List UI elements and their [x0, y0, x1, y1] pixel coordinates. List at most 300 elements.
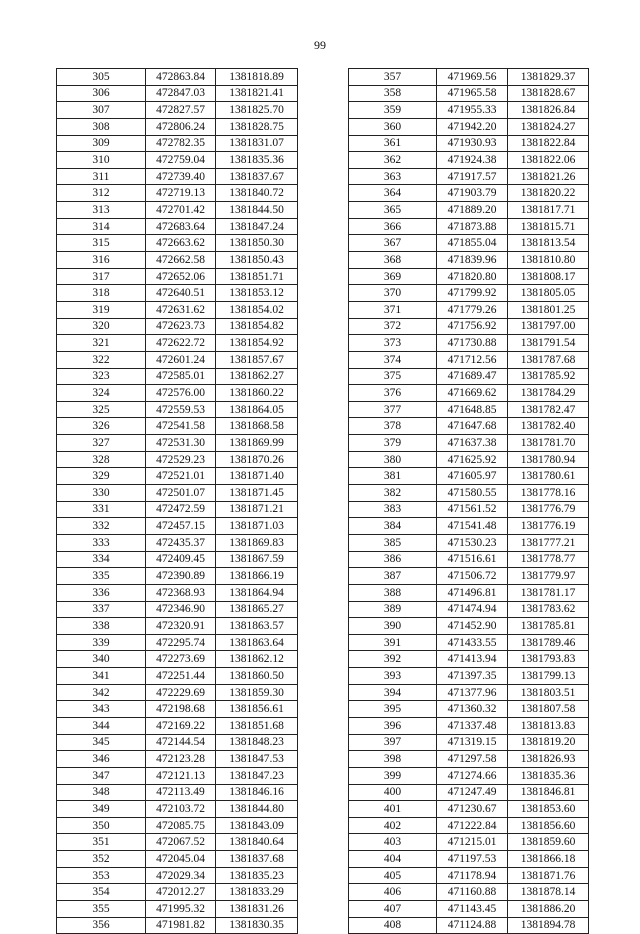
- table-row: [349, 518, 589, 535]
- x-coordinate-cell: 471637.38: [437, 435, 508, 452]
- x-coordinate-cell: 472012.27: [146, 884, 216, 901]
- x-coordinate-cell: 471981.82: [146, 917, 216, 934]
- table-row: [349, 102, 589, 119]
- x-coordinate-cell: 472529.23: [146, 451, 216, 468]
- table-row: [57, 118, 298, 135]
- x-coordinate-cell: 471474.94: [437, 601, 508, 618]
- point-number-cell: 321: [57, 335, 146, 352]
- table-row: [349, 817, 589, 834]
- table-row: [57, 385, 298, 402]
- y-coordinate-cell: 1381853.12: [216, 285, 298, 302]
- point-number-cell: 395: [349, 701, 437, 718]
- y-coordinate-cell: 1381871.21: [216, 501, 298, 518]
- table-row: [349, 901, 589, 918]
- y-coordinate-cell: 1381864.94: [216, 584, 298, 601]
- table-row: [349, 301, 589, 318]
- x-coordinate-cell: 472662.58: [146, 252, 216, 269]
- x-coordinate-cell: 471969.56: [437, 69, 508, 86]
- y-coordinate-cell: 1381840.64: [216, 834, 298, 851]
- x-coordinate-cell: 471625.92: [437, 451, 508, 468]
- point-number-cell: 379: [349, 435, 437, 452]
- point-number-cell: 382: [349, 485, 437, 502]
- x-coordinate-cell: 472652.06: [146, 268, 216, 285]
- point-number-cell: 371: [349, 301, 437, 318]
- point-number-cell: 337: [57, 601, 146, 618]
- table-row: [349, 185, 589, 202]
- x-coordinate-cell: 472683.64: [146, 218, 216, 235]
- y-coordinate-cell: 1381869.83: [216, 534, 298, 551]
- y-coordinate-cell: 1381846.16: [216, 784, 298, 801]
- point-number-cell: 305: [57, 69, 146, 86]
- point-number-cell: 398: [349, 751, 437, 768]
- x-coordinate-cell: 471730.88: [437, 335, 508, 352]
- y-coordinate-cell: 1381826.84: [508, 102, 589, 119]
- x-coordinate-cell: 472759.04: [146, 152, 216, 169]
- x-coordinate-cell: 471965.58: [437, 85, 508, 102]
- point-number-cell: 383: [349, 501, 437, 518]
- x-coordinate-cell: 471779.26: [437, 301, 508, 318]
- point-number-cell: 327: [57, 435, 146, 452]
- x-coordinate-cell: 471580.55: [437, 485, 508, 502]
- y-coordinate-cell: 1381894.78: [508, 917, 589, 934]
- point-number-cell: 399: [349, 767, 437, 784]
- table-row: [349, 668, 589, 685]
- x-coordinate-cell: 471516.61: [437, 551, 508, 568]
- x-coordinate-cell: 471215.01: [437, 834, 508, 851]
- table-row: [57, 485, 298, 502]
- x-coordinate-cell: 472346.90: [146, 601, 216, 618]
- point-number-cell: 391: [349, 634, 437, 651]
- x-coordinate-cell: 472409.45: [146, 551, 216, 568]
- x-coordinate-cell: 472631.62: [146, 301, 216, 318]
- y-coordinate-cell: 1381778.16: [508, 485, 589, 502]
- point-number-cell: 394: [349, 684, 437, 701]
- point-number-cell: 332: [57, 518, 146, 535]
- x-coordinate-cell: 472251.44: [146, 668, 216, 685]
- table-row: [349, 684, 589, 701]
- point-number-cell: 310: [57, 152, 146, 169]
- point-number-cell: 328: [57, 451, 146, 468]
- table-row: [349, 717, 589, 734]
- table-row: [57, 717, 298, 734]
- table-row: [349, 618, 589, 635]
- x-coordinate-cell: 471530.23: [437, 534, 508, 551]
- table-row: [57, 534, 298, 551]
- point-number-cell: 350: [57, 817, 146, 834]
- x-coordinate-cell: 472663.62: [146, 235, 216, 252]
- point-number-cell: 390: [349, 618, 437, 635]
- table-row: [349, 784, 589, 801]
- point-number-cell: 306: [57, 85, 146, 102]
- point-number-cell: 392: [349, 651, 437, 668]
- x-coordinate-cell: 472719.13: [146, 185, 216, 202]
- point-number-cell: 323: [57, 368, 146, 385]
- y-coordinate-cell: 1381851.71: [216, 268, 298, 285]
- y-coordinate-cell: 1381776.79: [508, 501, 589, 518]
- table-row: [349, 501, 589, 518]
- x-coordinate-cell: 471274.66: [437, 767, 508, 784]
- x-coordinate-cell: 472169.22: [146, 717, 216, 734]
- y-coordinate-cell: 1381815.71: [508, 218, 589, 235]
- table-row: [349, 568, 589, 585]
- table-row: [349, 917, 589, 934]
- x-coordinate-cell: 471541.48: [437, 518, 508, 535]
- point-number-cell: 331: [57, 501, 146, 518]
- y-coordinate-cell: 1381784.29: [508, 385, 589, 402]
- y-coordinate-cell: 1381837.68: [216, 851, 298, 868]
- x-coordinate-cell: 472435.37: [146, 534, 216, 551]
- table-row: [349, 601, 589, 618]
- table-row: [349, 368, 589, 385]
- x-coordinate-cell: 472541.58: [146, 418, 216, 435]
- table-row: [349, 834, 589, 851]
- x-coordinate-cell: 471839.96: [437, 252, 508, 269]
- y-coordinate-cell: 1381821.41: [216, 85, 298, 102]
- y-coordinate-cell: 1381776.19: [508, 518, 589, 535]
- point-number-cell: 334: [57, 551, 146, 568]
- x-coordinate-cell: 472295.74: [146, 634, 216, 651]
- point-number-cell: 320: [57, 318, 146, 335]
- y-coordinate-cell: 1381828.75: [216, 118, 298, 135]
- y-coordinate-cell: 1381850.30: [216, 235, 298, 252]
- x-coordinate-cell: 471319.15: [437, 734, 508, 751]
- table-row: [349, 551, 589, 568]
- y-coordinate-cell: 1381871.40: [216, 468, 298, 485]
- table-row: [349, 867, 589, 884]
- point-number-cell: 364: [349, 185, 437, 202]
- point-number-cell: 360: [349, 118, 437, 135]
- table-row: [349, 851, 589, 868]
- x-coordinate-cell: 471230.67: [437, 801, 508, 818]
- x-coordinate-cell: 471452.90: [437, 618, 508, 635]
- point-number-cell: 407: [349, 901, 437, 918]
- x-coordinate-cell: 472113.49: [146, 784, 216, 801]
- y-coordinate-cell: 1381843.09: [216, 817, 298, 834]
- x-coordinate-cell: 471799.92: [437, 285, 508, 302]
- point-number-cell: 374: [349, 351, 437, 368]
- y-coordinate-cell: 1381863.64: [216, 634, 298, 651]
- point-number-cell: 402: [349, 817, 437, 834]
- table-row: [349, 152, 589, 169]
- table-row: [57, 651, 298, 668]
- point-number-cell: 338: [57, 618, 146, 635]
- point-number-cell: 361: [349, 135, 437, 152]
- y-coordinate-cell: 1381778.77: [508, 551, 589, 568]
- x-coordinate-cell: 471647.68: [437, 418, 508, 435]
- table-row: [57, 218, 298, 235]
- y-coordinate-cell: 1381783.62: [508, 601, 589, 618]
- x-coordinate-cell: 471297.58: [437, 751, 508, 768]
- x-coordinate-cell: 471197.53: [437, 851, 508, 868]
- table-row: [349, 401, 589, 418]
- table-row: [349, 268, 589, 285]
- x-coordinate-cell: 472457.15: [146, 518, 216, 535]
- y-coordinate-cell: 1381835.36: [216, 152, 298, 169]
- x-coordinate-cell: 472501.07: [146, 485, 216, 502]
- y-coordinate-cell: 1381867.59: [216, 551, 298, 568]
- table-row: [57, 401, 298, 418]
- y-coordinate-cell: 1381780.61: [508, 468, 589, 485]
- y-coordinate-cell: 1381829.37: [508, 69, 589, 86]
- y-coordinate-cell: 1381820.22: [508, 185, 589, 202]
- point-number-cell: 400: [349, 784, 437, 801]
- point-number-cell: 313: [57, 202, 146, 219]
- x-coordinate-cell: 472531.30: [146, 435, 216, 452]
- table-row: [57, 817, 298, 834]
- y-coordinate-cell: 1381831.07: [216, 135, 298, 152]
- y-coordinate-cell: 1381886.20: [508, 901, 589, 918]
- x-coordinate-cell: 472273.69: [146, 651, 216, 668]
- y-coordinate-cell: 1381835.36: [508, 767, 589, 784]
- table-row: [57, 867, 298, 884]
- y-coordinate-cell: 1381848.23: [216, 734, 298, 751]
- point-number-cell: 369: [349, 268, 437, 285]
- x-coordinate-cell: 471222.84: [437, 817, 508, 834]
- table-row: [57, 435, 298, 452]
- point-number-cell: 378: [349, 418, 437, 435]
- y-coordinate-cell: 1381825.70: [216, 102, 298, 119]
- y-coordinate-cell: 1381878.14: [508, 884, 589, 901]
- y-coordinate-cell: 1381781.70: [508, 435, 589, 452]
- point-number-cell: 387: [349, 568, 437, 585]
- point-number-cell: 375: [349, 368, 437, 385]
- table-row: [57, 834, 298, 851]
- x-coordinate-cell: 472085.75: [146, 817, 216, 834]
- y-coordinate-cell: 1381813.54: [508, 235, 589, 252]
- y-coordinate-cell: 1381817.71: [508, 202, 589, 219]
- table-row: [57, 668, 298, 685]
- point-number-cell: 385: [349, 534, 437, 551]
- table-row: [349, 168, 589, 185]
- point-number-cell: 380: [349, 451, 437, 468]
- x-coordinate-cell: 472121.13: [146, 767, 216, 784]
- table-row: [349, 118, 589, 135]
- y-coordinate-cell: 1381807.58: [508, 701, 589, 718]
- table-row: [57, 152, 298, 169]
- point-number-cell: 311: [57, 168, 146, 185]
- y-coordinate-cell: 1381793.83: [508, 651, 589, 668]
- point-number-cell: 335: [57, 568, 146, 585]
- y-coordinate-cell: 1381810.80: [508, 252, 589, 269]
- coordinates-table-left: [56, 68, 298, 934]
- table-row: [57, 202, 298, 219]
- x-coordinate-cell: 471756.92: [437, 318, 508, 335]
- point-number-cell: 329: [57, 468, 146, 485]
- point-number-cell: 330: [57, 485, 146, 502]
- y-coordinate-cell: 1381854.82: [216, 318, 298, 335]
- point-number-cell: 389: [349, 601, 437, 618]
- point-number-cell: 317: [57, 268, 146, 285]
- table-row: [349, 801, 589, 818]
- point-number-cell: 403: [349, 834, 437, 851]
- point-number-cell: 315: [57, 235, 146, 252]
- table-row: [57, 767, 298, 784]
- y-coordinate-cell: 1381862.27: [216, 368, 298, 385]
- x-coordinate-cell: 472623.73: [146, 318, 216, 335]
- table-row: [57, 252, 298, 269]
- y-coordinate-cell: 1381824.27: [508, 118, 589, 135]
- y-coordinate-cell: 1381813.83: [508, 717, 589, 734]
- y-coordinate-cell: 1381782.47: [508, 401, 589, 418]
- x-coordinate-cell: 471397.35: [437, 668, 508, 685]
- table-row: [57, 285, 298, 302]
- x-coordinate-cell: 472640.51: [146, 285, 216, 302]
- point-number-cell: 363: [349, 168, 437, 185]
- x-coordinate-cell: 472576.00: [146, 385, 216, 402]
- point-number-cell: 348: [57, 784, 146, 801]
- y-coordinate-cell: 1381850.43: [216, 252, 298, 269]
- point-number-cell: 351: [57, 834, 146, 851]
- y-coordinate-cell: 1381866.19: [216, 568, 298, 585]
- y-coordinate-cell: 1381847.53: [216, 751, 298, 768]
- point-number-cell: 346: [57, 751, 146, 768]
- table-row: [57, 185, 298, 202]
- y-coordinate-cell: 1381854.02: [216, 301, 298, 318]
- x-coordinate-cell: 471605.97: [437, 468, 508, 485]
- x-coordinate-cell: 472144.54: [146, 734, 216, 751]
- point-number-cell: 352: [57, 851, 146, 868]
- y-coordinate-cell: 1381785.92: [508, 368, 589, 385]
- x-coordinate-cell: 472368.93: [146, 584, 216, 601]
- point-number-cell: 319: [57, 301, 146, 318]
- x-coordinate-cell: 471855.04: [437, 235, 508, 252]
- y-coordinate-cell: 1381819.20: [508, 734, 589, 751]
- table-row: [57, 301, 298, 318]
- x-coordinate-cell: 471689.47: [437, 368, 508, 385]
- y-coordinate-cell: 1381844.50: [216, 202, 298, 219]
- y-coordinate-cell: 1381821.26: [508, 168, 589, 185]
- table-row: [57, 851, 298, 868]
- table-row: [57, 451, 298, 468]
- x-coordinate-cell: 471337.48: [437, 717, 508, 734]
- point-number-cell: 341: [57, 668, 146, 685]
- table-row: [57, 917, 298, 934]
- y-coordinate-cell: 1381779.97: [508, 568, 589, 585]
- x-coordinate-cell: 471247.49: [437, 784, 508, 801]
- point-number-cell: 353: [57, 867, 146, 884]
- y-coordinate-cell: 1381860.50: [216, 668, 298, 685]
- x-coordinate-cell: 471917.57: [437, 168, 508, 185]
- x-coordinate-cell: 471648.85: [437, 401, 508, 418]
- x-coordinate-cell: 471712.56: [437, 351, 508, 368]
- point-number-cell: 376: [349, 385, 437, 402]
- y-coordinate-cell: 1381871.76: [508, 867, 589, 884]
- x-coordinate-cell: 471124.88: [437, 917, 508, 934]
- y-coordinate-cell: 1381831.26: [216, 901, 298, 918]
- point-number-cell: 365: [349, 202, 437, 219]
- x-coordinate-cell: 471903.79: [437, 185, 508, 202]
- y-coordinate-cell: 1381856.60: [508, 817, 589, 834]
- point-number-cell: 326: [57, 418, 146, 435]
- table-row: [349, 634, 589, 651]
- x-coordinate-cell: 472045.04: [146, 851, 216, 868]
- table-row: [57, 618, 298, 635]
- point-number-cell: 404: [349, 851, 437, 868]
- y-coordinate-cell: 1381797.00: [508, 318, 589, 335]
- table-row: [349, 135, 589, 152]
- y-coordinate-cell: 1381847.24: [216, 218, 298, 235]
- x-coordinate-cell: 472701.42: [146, 202, 216, 219]
- x-coordinate-cell: 471160.88: [437, 884, 508, 901]
- table-row: [57, 584, 298, 601]
- point-number-cell: 356: [57, 917, 146, 934]
- point-number-cell: 309: [57, 135, 146, 152]
- y-coordinate-cell: 1381789.46: [508, 634, 589, 651]
- table-row: [349, 85, 589, 102]
- x-coordinate-cell: 472123.28: [146, 751, 216, 768]
- x-coordinate-cell: 472320.91: [146, 618, 216, 635]
- y-coordinate-cell: 1381780.94: [508, 451, 589, 468]
- y-coordinate-cell: 1381854.92: [216, 335, 298, 352]
- point-number-cell: 322: [57, 351, 146, 368]
- x-coordinate-cell: 472472.59: [146, 501, 216, 518]
- x-coordinate-cell: 472198.68: [146, 701, 216, 718]
- point-number-cell: 367: [349, 235, 437, 252]
- table-row: [349, 884, 589, 901]
- x-coordinate-cell: 471955.33: [437, 102, 508, 119]
- y-coordinate-cell: 1381822.84: [508, 135, 589, 152]
- x-coordinate-cell: 472585.01: [146, 368, 216, 385]
- y-coordinate-cell: 1381847.23: [216, 767, 298, 784]
- y-coordinate-cell: 1381853.60: [508, 801, 589, 818]
- y-coordinate-cell: 1381787.68: [508, 351, 589, 368]
- y-coordinate-cell: 1381859.60: [508, 834, 589, 851]
- table-row: [57, 85, 298, 102]
- table-row: [57, 901, 298, 918]
- x-coordinate-cell: 471413.94: [437, 651, 508, 668]
- point-number-cell: 355: [57, 901, 146, 918]
- table-row: [57, 701, 298, 718]
- point-number-cell: 349: [57, 801, 146, 818]
- table-row: [57, 684, 298, 701]
- point-number-cell: 368: [349, 252, 437, 269]
- point-number-cell: 307: [57, 102, 146, 119]
- table-row: [57, 135, 298, 152]
- y-coordinate-cell: 1381866.18: [508, 851, 589, 868]
- y-coordinate-cell: 1381868.58: [216, 418, 298, 435]
- table-row: [57, 501, 298, 518]
- table-row: [349, 418, 589, 435]
- point-number-cell: 345: [57, 734, 146, 751]
- table-row: [349, 235, 589, 252]
- point-number-cell: 372: [349, 318, 437, 335]
- point-number-cell: 318: [57, 285, 146, 302]
- table-row: [57, 734, 298, 751]
- table-row: [57, 418, 298, 435]
- x-coordinate-cell: 471889.20: [437, 202, 508, 219]
- x-coordinate-cell: 471942.20: [437, 118, 508, 135]
- page-number: 99: [314, 38, 326, 52]
- point-number-cell: 408: [349, 917, 437, 934]
- x-coordinate-cell: 472739.40: [146, 168, 216, 185]
- x-coordinate-cell: 471669.62: [437, 385, 508, 402]
- table-row: [57, 368, 298, 385]
- table-row: [57, 318, 298, 335]
- y-coordinate-cell: 1381822.06: [508, 152, 589, 169]
- y-coordinate-cell: 1381846.81: [508, 784, 589, 801]
- point-number-cell: 333: [57, 534, 146, 551]
- x-coordinate-cell: 472622.72: [146, 335, 216, 352]
- table-row: [57, 601, 298, 618]
- table-row: [349, 767, 589, 784]
- table-row: [57, 235, 298, 252]
- y-coordinate-cell: 1381828.67: [508, 85, 589, 102]
- x-coordinate-cell: 472601.24: [146, 351, 216, 368]
- y-coordinate-cell: 1381856.61: [216, 701, 298, 718]
- x-coordinate-cell: 472559.53: [146, 401, 216, 418]
- point-number-cell: 366: [349, 218, 437, 235]
- table-row: [57, 801, 298, 818]
